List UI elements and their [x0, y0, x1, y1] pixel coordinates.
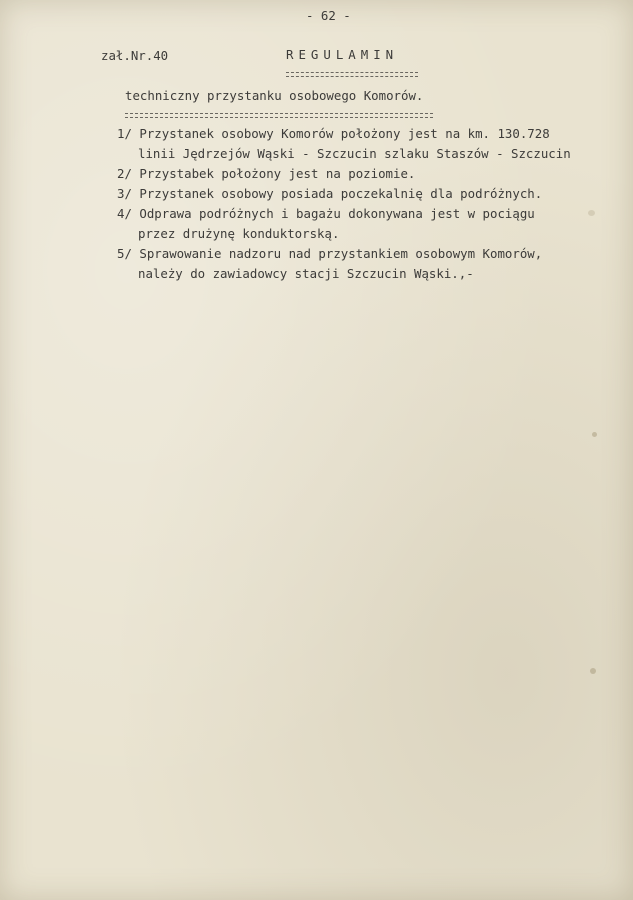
- item-5-line-2: należy do zawiadowcy stacji Szczucin Wąski.,-: [138, 266, 474, 281]
- item-4-line-1: 4/ Odprawa podróżnych i bagażu dokonywana jest w pociągu: [117, 206, 535, 221]
- paper-stain: [590, 668, 596, 674]
- item-3-line-1: 3/ Przystanek osobowy posiada poczekalnię dla podróżnych.: [117, 186, 543, 201]
- item-2-line-1: 2/ Przystabek położony jest na poziomie.: [117, 166, 416, 181]
- title-underline: [286, 72, 418, 77]
- document-title: REGULAMIN: [286, 47, 399, 62]
- paper-stain: [588, 210, 595, 216]
- item-4-line-2: przez drużynę konduktorską.: [138, 226, 340, 241]
- page-number: - 62 -: [306, 8, 351, 23]
- subtitle-underline: [125, 113, 433, 118]
- item-1-line-1: 1/ Przystanek osobowy Komorów położony jest na km. 130.728: [117, 126, 550, 141]
- item-1-line-2: linii Jędrzejów Wąski - Szczucin szlaku Staszów - Szczucin: [138, 146, 571, 161]
- paper-stain: [592, 432, 597, 437]
- item-5-line-1: 5/ Sprawowanie nadzoru nad przystankiem osobowym Komorów,: [117, 246, 543, 261]
- document-subtitle: techniczny przystanku osobowego Komorów.: [125, 88, 424, 103]
- attachment-label: zał.Nr.40: [101, 48, 169, 63]
